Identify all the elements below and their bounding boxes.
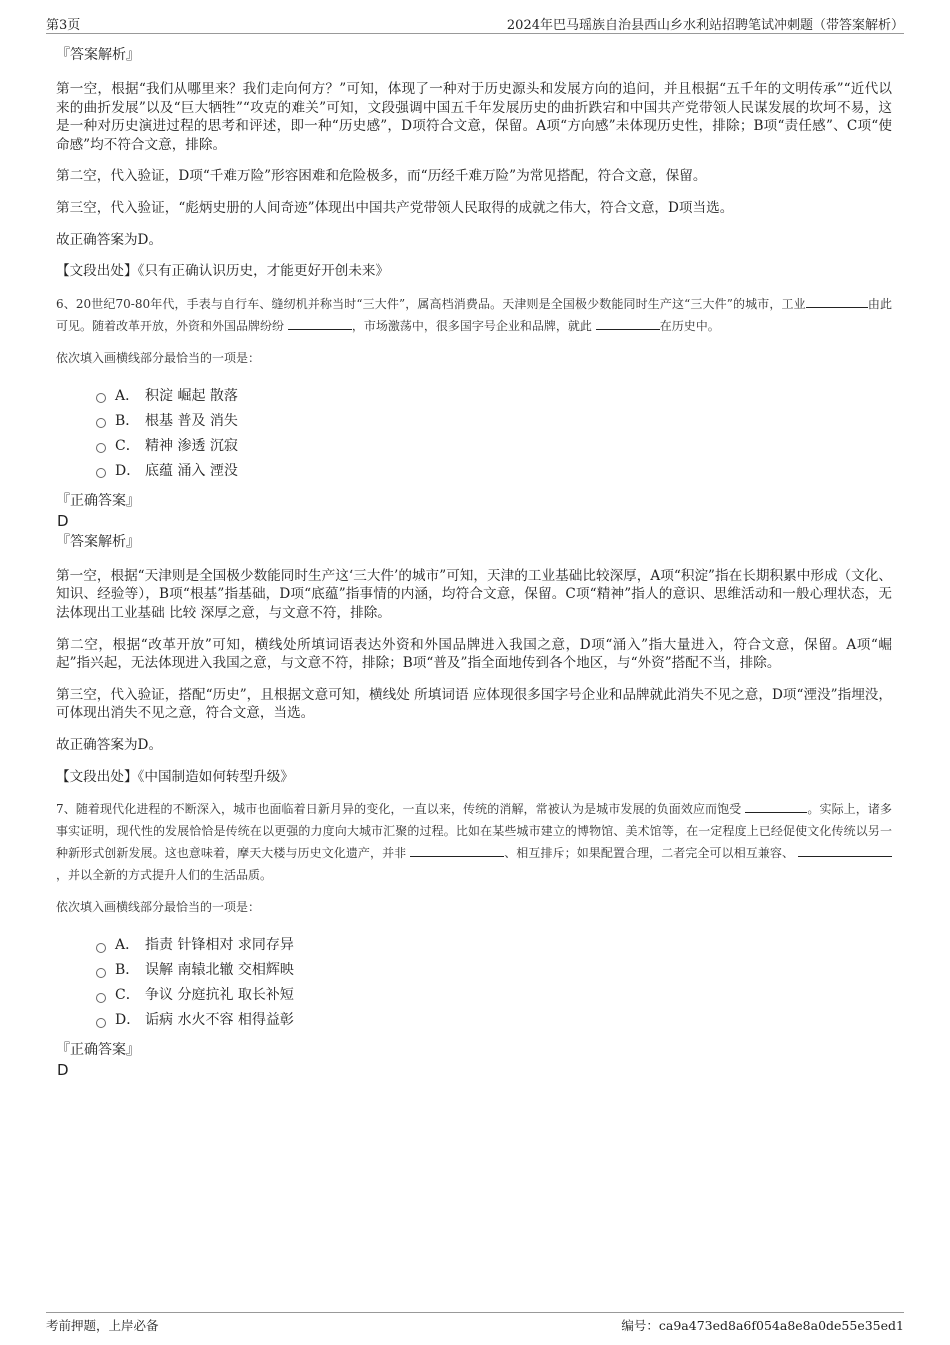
analysis-paragraph: 第二空，代入验证，D项“千难万险”形容困难和危险极多，而“历经千难万险”为常见搭配，符合文意，保留。 [56, 168, 707, 185]
radio-icon[interactable] [96, 443, 106, 453]
analysis-paragraph: 第二空，根据“改革开放”可知，横线处所填词语表达外资和外国品牌进入我国之意，D项“涌入”指大量进入，符合文意，保留。A项“崛起”指兴起，无法体现进入我国之意，与文意不符，排除；B项“普及”指全面地传到各个地区，与“外资”搭配不当，排除。 [56, 636, 892, 672]
analysis-label: 『答案解析』 [56, 47, 140, 63]
analysis-label: 『答案解析』 [56, 533, 140, 550]
analysis-paragraph: 第一空，根据“天津则是全国极少数能同时生产这‘三大件’的城市”可知，天津的工业基础比较深厚，A项“积淀”指在长期积累中形成（文化、知识、经验等），B项“根基”指基础，D项“底蕴”指事情的内涵，均符合文意，保留。C项“精神”指人的意识、思维活动和一般心理状态，无法体现出工业基础 比较 深厚之意，与文意不符，排除。 [56, 567, 892, 621]
footer-slogan: 考前押题，上岸必备 [46, 1318, 159, 1333]
radio-icon[interactable] [96, 993, 106, 1003]
radio-icon[interactable] [96, 393, 106, 403]
page-header [46, 12, 904, 34]
radio-icon[interactable] [96, 968, 106, 978]
correct-answer: D [57, 1061, 69, 1080]
correct-answer-label: 『正确答案』 [56, 1042, 140, 1059]
blank-1 [745, 800, 807, 813]
analysis-paragraph: 第一空，根据“我们从哪里来？我们走向何方？”可知，体现了一种对于历史源头和发展方向的追问，并且根据“五千年的文明传承”“近代以来的曲折发展”以及“巨大牺牲”“攻克的难关”可知，文段强调中国五千年发展历史的曲折跌宕和中国共产党带领人民谋发展的坎坷不易，这是一种对历史演进过程的思考和评述，即一种“历史感”，D项符合文意，保留。A项“方向感”未体现历史性，排除；B项“责任感”、C项“使命感”均不符合文意，排除。 [56, 81, 892, 153]
analysis-paragraph: 第三空，代入验证，“彪炳史册的人间奇迹”体现出中国共产党带领人民取得的成就之伟大，符合文意，D项当选。 [56, 199, 734, 216]
correct-answer-label: 『正确答案』 [56, 492, 140, 509]
option-a[interactable]: A． 指责 针锋相对 求同存异 [96, 933, 892, 958]
question-6-options [96, 384, 892, 484]
analysis-paragraph: 第三空，代入验证，搭配“历史”，且根据文意可知，横线处 所填词语 应体现很多国字号企业和品牌就此消失不见之意，D项“湮没”指埋没，可体现出消失不见之意，符合文意，当选。 [56, 686, 892, 722]
analysis-conclusion: 故正确答案为D。 [56, 231, 163, 248]
source-citation: 【文段出处】《只有正确认识历史，才能更好开创未来》 [56, 263, 390, 280]
document-title: 2024年巴马瑶族自治县西山乡水利站招聘笔试冲刺题（带答案解析） [506, 18, 904, 33]
question-6-text: 6、20世纪70-80年代，手表与自行车、缝纫机并称当时“三大件”，属高档消费品。天津则是全国极少数能同时生产这“三大件”的城市，工业 由此可见。随着改革开放，外资和外国品牌纷纷 ，市场激荡中，很多国字号企业和品牌，就此 在历史中。 [56, 296, 892, 333]
blank-3 [596, 317, 660, 330]
document-id: 编号：ca9a473ed8a6f054a8e8a0de55e35ed1 [621, 1318, 904, 1333]
radio-icon[interactable] [96, 468, 106, 478]
option-c[interactable]: C． 争议 分庭抗礼 取长补短 [96, 983, 892, 1008]
option-a[interactable]: A． 积淀 崛起 散落 [96, 384, 892, 409]
page-number: 第3页 [46, 18, 81, 33]
blank-2 [410, 844, 504, 857]
option-b[interactable]: B． 根基 普及 消失 [96, 409, 892, 434]
correct-answer: D [57, 511, 69, 530]
question-7-options [96, 933, 892, 1033]
source-citation: 【文段出处】《中国制造如何转型升级》 [56, 768, 294, 785]
blank-3 [798, 844, 892, 857]
question-prompt: 依次填入画横线部分最恰当的一项是： [56, 350, 261, 365]
option-b[interactable]: B． 误解 南辕北辙 交相辉映 [96, 958, 892, 983]
option-c[interactable]: C． 精神 渗透 沉寂 [96, 434, 892, 459]
radio-icon[interactable] [96, 943, 106, 953]
option-d[interactable]: D． 诟病 水火不容 相得益彰 [96, 1008, 892, 1033]
radio-icon[interactable] [96, 1018, 106, 1028]
blank-2 [288, 317, 352, 330]
question-prompt: 依次填入画横线部分最恰当的一项是： [56, 900, 261, 915]
radio-icon[interactable] [96, 418, 106, 428]
blank-1 [806, 295, 868, 308]
page-content [56, 44, 892, 1079]
analysis-conclusion: 故正确答案为D。 [56, 736, 163, 753]
page-footer [46, 1312, 904, 1333]
question-7-text: 7、随着现代化进程的不断深入，城市也面临着日新月异的变化，一直以来，传统的消解，常被认为是城市发展的负面效应而饱受 。实际上，诸多事实证明，现代性的发展恰恰是传统在以更强的力度向大城市汇聚的过程。比如在某些城市建立的博物馆、美术馆等，在一定程度上已经促使文化传统以另一种新形式创新发展。这也意味着，摩天大楼与历史文化遗产，并非 、相互排斥；如果配置合理，二者完全可以相互兼容、 ，并以全新的方式提升人们的生活品质。 [56, 802, 892, 883]
option-d[interactable]: D． 底蕴 涌入 湮没 [96, 459, 892, 484]
